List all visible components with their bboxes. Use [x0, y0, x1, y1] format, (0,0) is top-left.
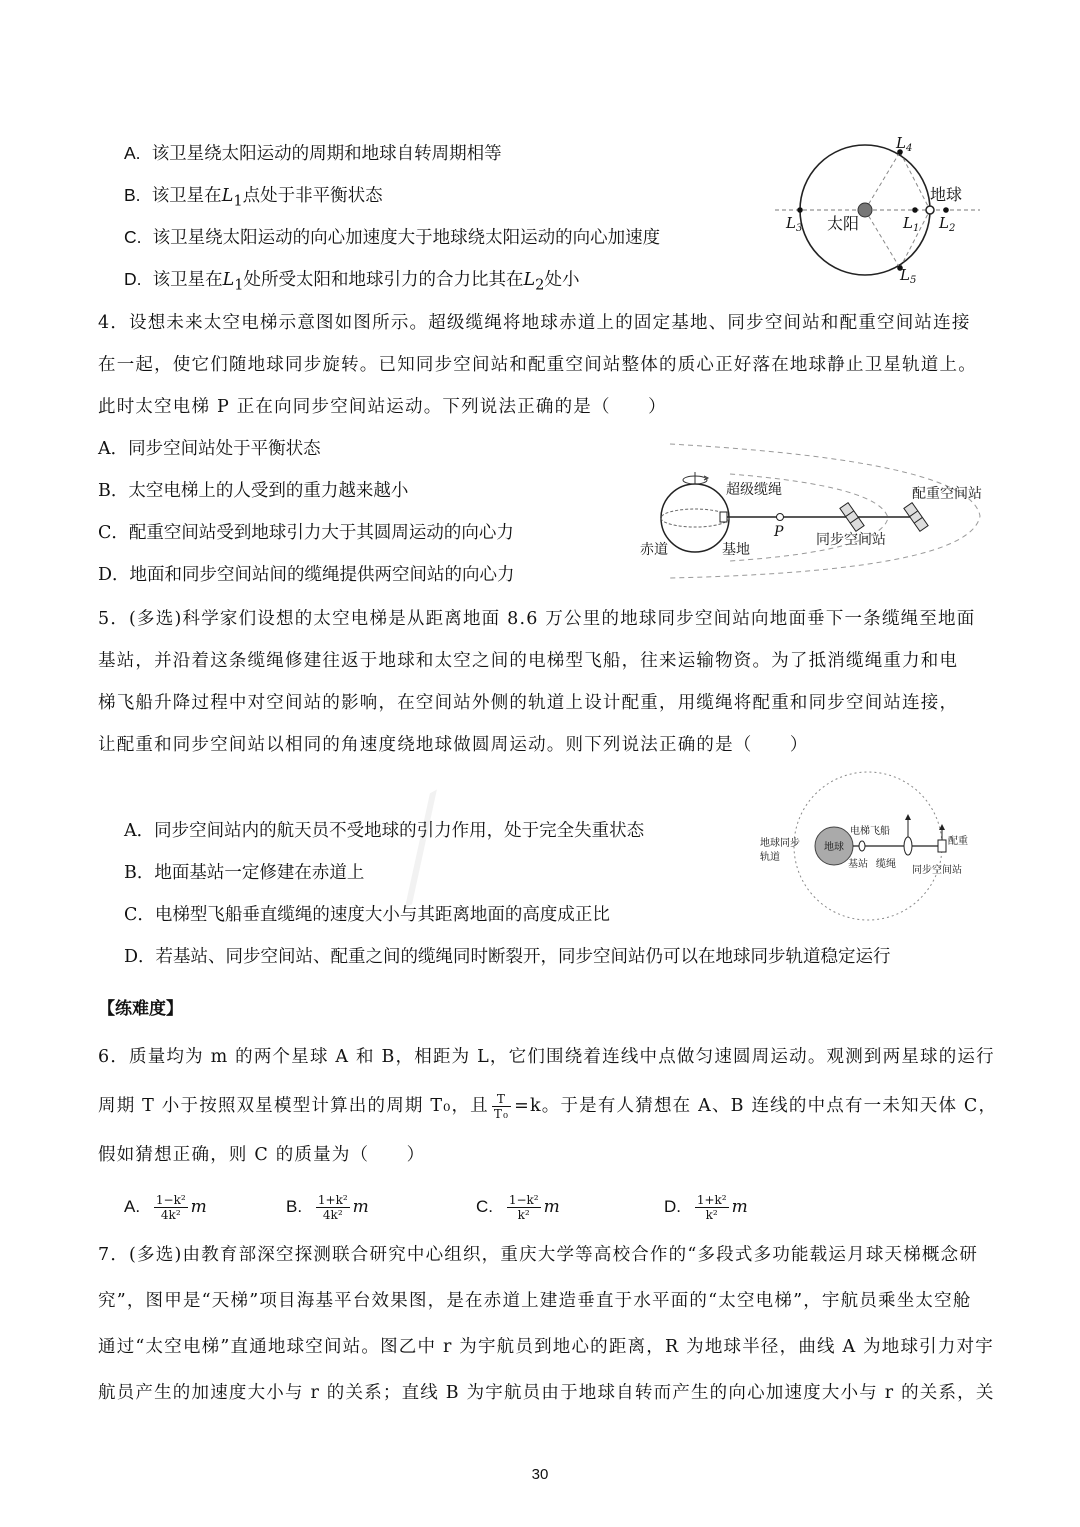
q6-stem-line-3: 假如猜想正确，则 C 的质量为（ ） — [98, 1145, 426, 1165]
lagrange-diagram — [770, 130, 990, 290]
q6-option-a: A. $\frac{\text{1−k²}}{\text{4k²}}$ m — [124, 1193, 207, 1222]
base-marker — [720, 512, 727, 522]
q7-stem-line-1: 7．(多选)由教育部深空探测联合研究中心组织，重庆大学等高校合作的“多段式多功能载运月球天梯概念研 — [98, 1245, 979, 1265]
counterweight-icon — [938, 840, 946, 852]
q6-stem-line-1: 6．质量均为 m 的两个星球 A 和 B，相距为 L，它们围绕着连线中点做匀速圆周运动。观测到两星球的运行 — [98, 1047, 995, 1067]
q5-stem-line-1: 5．(多选)科学家们设想的太空电梯是从距离地面 8.6 万公里的地球同步空间站向地面垂下一条缆绳至地面 — [98, 609, 976, 629]
l1-point — [912, 207, 918, 213]
sync-orbit-diagram — [752, 768, 984, 926]
svg-text:地球: 地球 — [824, 842, 844, 853]
space-elevator-diagram — [640, 436, 990, 581]
svg-text:L1: $L_1$ — [903, 214, 920, 234]
q3-option-b: B. 该卫星在$L_1$点处于非平衡状态 — [124, 185, 383, 210]
q4-stem-line-1: 4．设想未来太空电梯示意图如图所示。超级缆绳将地球赤道上的固定基地、同步空间站和配重空间站连接 — [98, 313, 971, 333]
svg-text:地球同步: 地球同步 — [760, 838, 800, 849]
svg-text:同步空间站: 同步空间站 — [816, 532, 886, 548]
q5-option-b: B．地面基站一定修建在赤道上 — [124, 863, 365, 883]
sun-icon — [858, 203, 872, 217]
page-number: 30 — [531, 1466, 549, 1483]
q5-option-c: C．电梯型飞船垂直缆绳的速度大小与其距离地面的高度成正比 — [124, 905, 610, 925]
l2-point — [943, 207, 949, 213]
q4-stem-line-3: 此时太空电梯 P 正在向同步空间站运动。下列说法正确的是（ ） — [98, 397, 667, 417]
earth-icon — [926, 206, 934, 214]
svg-text:L4: $L_4$ — [896, 134, 913, 154]
q4-stem-line-2: 在一起，使它们随地球同步旋转。已知同步空间站和配重空间站整体的质心正好落在地球静止卫星轨道上。 — [98, 355, 977, 375]
svg-text:超级缆绳: 超级缆绳 — [726, 482, 782, 498]
q6-ratio-fraction: $\frac{T}{\text{T₀}}$ — [493, 1092, 510, 1121]
elevator-ship-icon — [859, 841, 865, 851]
svg-text:L2: $L_2$ — [939, 214, 956, 234]
svg-text:基地: 基地 — [722, 542, 750, 558]
svg-text:轨道: 轨道 — [760, 852, 780, 863]
section-heading: 【练难度】 — [98, 999, 183, 1019]
svg-text:同步空间站: 同步空间站 — [912, 865, 962, 876]
svg-text:基站: 基站 — [848, 859, 868, 870]
svg-text:太阳: 太阳 — [827, 214, 860, 233]
q4-option-a: A．同步空间站处于平衡状态 — [98, 439, 321, 459]
svg-text:赤道: 赤道 — [640, 542, 668, 558]
q3-option-d: D. 该卫星在$L_1$处所受太阳和地球引力的合力比其在$L_2$处小 — [124, 269, 580, 294]
q3-option-a: A. 该卫星绕太阳运动的周期和地球自转周期相等 — [124, 143, 502, 164]
q5-stem-line-3: 梯飞船升降过程中对空间站的影响，在空间站外侧的轨道上设计配重，用缆绳将配重和同步空间站连接， — [98, 693, 959, 713]
l3-point — [797, 207, 803, 213]
svg-text:配重空间站: 配重空间站 — [912, 486, 982, 502]
q6-option-b: B. $\frac{\text{1+k²}}{\text{4k²}}$ m — [286, 1193, 369, 1222]
q7-stem-line-2: 究”，图甲是“天梯”项目海基平台效果图，是在赤道上建造垂直于水平面的“太空电梯”，宇航员乘坐太空舱 — [98, 1291, 972, 1311]
watermark: ⟋ — [352, 767, 498, 933]
q6-option-c: C. $\frac{\text{1−k²}}{\text{k²}}$ m — [476, 1193, 560, 1222]
svg-text:电梯飞船: 电梯飞船 — [850, 826, 890, 837]
q3-option-c: C. 该卫星绕太阳运动的向心加速度大于地球绕太阳运动的向心加速度 — [124, 227, 661, 248]
q5-stem-line-2: 基站，并沿着这条缆绳修建往返于地球和太空之间的电梯型飞船，往来运输物资。为了抵消缆绳重力和电 — [98, 651, 959, 671]
svg-text:L5: $L_5$ — [900, 266, 917, 286]
q4-option-c: C．配重空间站受到地球引力大于其圆周运动的向心力 — [98, 523, 514, 543]
q5-stem-line-4: 让配重和同步空间站以相同的角速度绕地球做圆周运动。则下列说法正确的是（ ） — [98, 735, 809, 755]
elevator-p — [777, 514, 784, 521]
q5-option-a: A．同步空间站内的航天员不受地球的引力作用，处于完全失重状态 — [124, 821, 645, 841]
q6-option-d: D. $\frac{\text{1+k²}}{\text{k²}}$ m — [664, 1193, 748, 1222]
q4-option-d: D．地面和同步空间站间的缆绳提供两空间站的向心力 — [98, 565, 515, 585]
q5-option-d: D．若基站、同步空间站、配重之间的缆绳同时断裂开，同步空间站仍可以在地球同步轨道稳定运行 — [124, 947, 891, 967]
svg-text:缆绳: 缆绳 — [876, 859, 896, 870]
svg-text:配重: 配重 — [948, 836, 968, 847]
svg-text:L3: $L_3$ — [786, 214, 803, 234]
q4-option-b: B．太空电梯上的人受到的重力越来越小 — [98, 481, 409, 501]
q6-stem-line-2: 周期 T 小于按照双星模型计算出的周期 T₀，且 $\frac{T}{\text{T₀}}$ =k。于是有人猜想在 A、B 连线的中点有一未知天体 C， — [98, 1092, 998, 1121]
svg-text:P: P — [774, 524, 784, 540]
q7-stem-line-3: 通过“太空电梯”直通地球空间站。图乙中 r 为宇航员到地心的距离，R 为地球半径，曲线 A 为地球引力对宇 — [98, 1337, 994, 1357]
q7-stem-line-4: 航员产生的加速度大小与 r 的关系；直线 B 为宇航员由于地球自转而产生的向心加速度大小与 r 的关系，关 — [98, 1383, 995, 1403]
earth-globe — [661, 484, 729, 552]
svg-text:地球: 地球 — [930, 185, 963, 204]
sync-station-icon — [904, 837, 912, 855]
